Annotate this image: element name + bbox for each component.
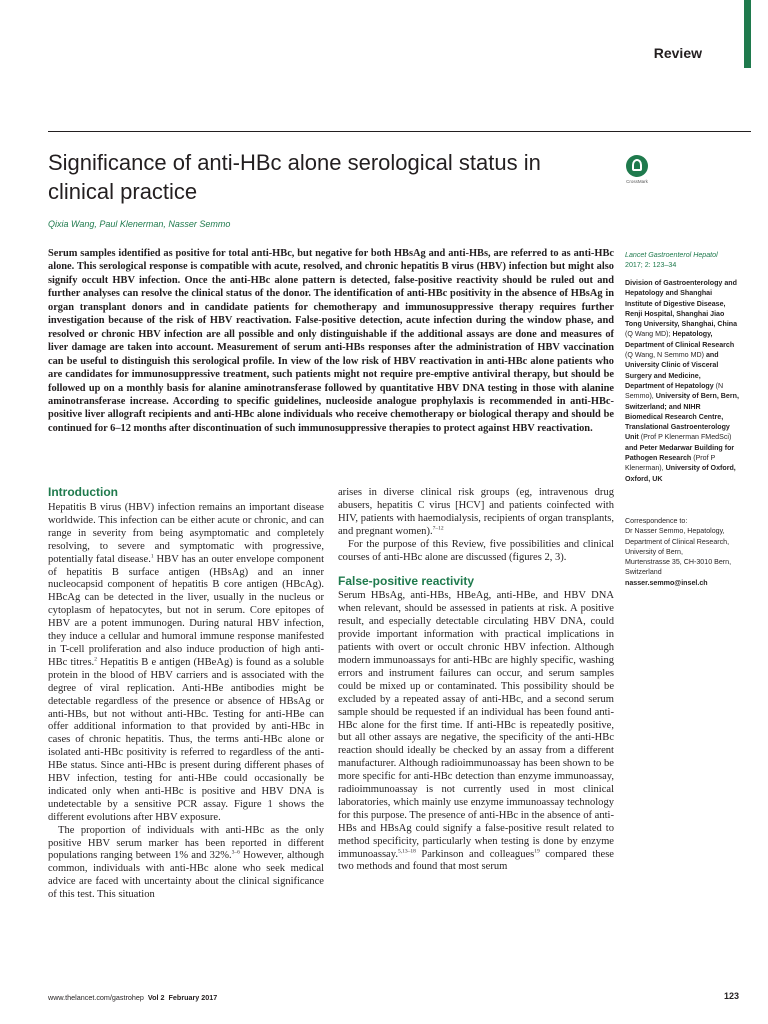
citation-ref[interactable]: 19	[534, 848, 540, 855]
affiliation-bold: and Peter Medarwar Building for Pathogen Research	[625, 443, 735, 463]
correspondence-line: Switzerland	[625, 568, 662, 577]
citation-ref[interactable]: 7–12	[432, 525, 444, 532]
citation-ref[interactable]: 1	[150, 553, 154, 560]
journal-color-bar	[744, 0, 751, 68]
intro-paragraph-3: For the purpose of this Review, five possibilities and clinical courses of anti-HBc alone are discussed (figures 2, 3).	[338, 538, 614, 563]
text-run: HBV has an outer envelope component of hepatitis B surface antigen (HBsAg) and an inner nucleocapsid component of hepatitis B core antigen (HBcAg). HBcAg can be detected in the liver, usually in the nucleus or cytoplasm of hepatocytes, but not in serum. Core epitopes of HBV are a potent immunogen. During natural HBV infection, they induce a cellular and humoral immune response manifested in T-cell proliferation and also induce production of high anti-HBc titres.	[48, 553, 324, 668]
affiliation-bold: Division of Gastroenterology and Hepatology and Shanghai Institute of Digestive Disease, Renji Hospital, Shanghai Jiao Tong University, Shanghai, China	[625, 279, 738, 329]
text-run: arises in diverse clinical risk groups (eg, intravenous drug abusers, hepatitis C virus [HCV] and patients coinfected with HIV, patients with haemodialysis, recipients of organ transplants, and pregnant women).	[338, 487, 614, 537]
correspondence-email[interactable]: nasser.semmo@insel.ch	[625, 578, 708, 587]
text-run: compared these two methods and found that most serum	[338, 848, 614, 873]
footer-volume: Vol 2	[147, 993, 165, 1002]
text-run: Parkinson and colleagues	[415, 848, 535, 860]
affiliation-plain: (N Semmo),	[625, 381, 724, 401]
section-label: Review	[653, 45, 702, 61]
correspondence	[625, 516, 739, 588]
text-run: Serum HBsAg, anti-HBs, HBeAg, anti-HBe, and HBV DNA when relevant, should be assessed in patients at risk. A positive result, and especially detectable circulating HBV DNA, could provide important information with practical implications in patients with overt or occult chronic HBV infection. Although modern immunoassays for anti-HBc are highly specific, washing errors and instrument failures can occur, and serum samples could be mixed up or contaminated. This possibility should be excluded by a repeated assay of anti-HBc, and a second serum sample should be requested if an individual has been found anti-HBc alone for the first time. If anti-HBc is repeatedly positive, but all other assays are negative, the specificity of the anti-HBc reaction should ideally be checked by an assay from a different manufacturer. Although radioimmunoassay has been shown to be more specific for anti-HBc detection than enzyme immunoassay, radioimmunoassay is not currently used in most clinical laboratories, which mainly use enzyme immunoassay technology for this purpose. The presence of anti-HBc in the absence of anti-HBs and HBsAg could signify a false-positive result related to method specificity, particularly when testing is done by enzyme immunoassay.	[338, 590, 614, 860]
correspondence-line: University of Bern,	[625, 547, 683, 556]
intro-paragraph-2	[48, 825, 324, 902]
correspondence-line: Dr Nasser Semmo, Hepatology,	[625, 527, 725, 536]
crossmark-label: CrossMark	[626, 179, 648, 184]
false-positive-heading: False-positive reactivity	[338, 574, 475, 589]
affiliation-plain: (Q Wang MD);	[625, 330, 671, 339]
affiliation-bold: Hepatology, Department of Clinical Research	[625, 330, 735, 349]
affiliation-plain: (Prof P Klenerman),	[625, 454, 716, 473]
journal-name: Lancet Gastroenterol Hepatol	[625, 251, 718, 259]
text-run: Hepatitis B virus (HBV) infection remains an important disease worldwide. This infection can be either acute or chronic, and can range in severity from being asymptomatic and completely resolving, to severe and symptomatic with progressive, potentially fatal disease.	[48, 502, 324, 565]
text-run: However, although common, individuals with anti-HBc alone who seek medical advice are faced with uncertainty about the clinical significance of this test. This situation	[48, 850, 324, 901]
page-number: 123	[723, 991, 739, 1001]
author-list: Qixia Wang, Paul Klenerman, Nasser Semmo	[48, 219, 231, 229]
correspondence-line: Murtenstrasse 35, CH-3010 Bern,	[625, 558, 732, 567]
text-run: The proportion of individuals with anti-HBc as the only positive HBV serum marker has been reported in different populations ranging between 1% and 32%.	[48, 824, 324, 862]
abstract: Serum samples identified as positive for total anti-HBc, but negative for both HBsAg and anti-HBs, are referred to as anti-HBc alone. This serological response is compatible with acute, resolved, and chronic hepatitis B virus (HBV) infection but might also signify occult HBV infection. Once the anti-HBc alone pattern is detected, false-positive reactivity should be ruled out and further analyses can resolve the clinical status of the donor. The identification of anti-HBc positivity in the absence of HBsAg in organ transplant donors and in candidate patients for chemotherapy and immunosuppressive therapy requires further investigation because of the risk of HBV reactivation. False-positive detection, acute infection during the window phase, and resolved or chronic HBV infection are all possible and only distinguishable if the additional assays are done and measures of liver damage are taken into account. Measurement of serum anti-HBs responses after the administration of HBV vaccination can be useful to distinguish this serological profile. In view of the low risk of HBV reactivation in anti-HBc alone patients who are candidates for immunosuppressive treatment, such patients might not require pre-emptive antiviral therapy, but should be followed up on a monthly basis for alanine aminotransferase followed by quantitative HBV DNA testing in those with alanine aminotransferase increase. According to specific guidelines, nucleoside analogue prophylaxis is recommended in anti-HBc-positive liver allograft recipients and anti-HBc alone individuals who receive chemotherapy or biological therapy and should be continued for 6–12 months after discontinuation of such immunosuppressive therapies to protect against HBV reactivation.	[48, 248, 614, 434]
citation-ref[interactable]: 2	[94, 656, 97, 663]
body-column-left	[48, 485, 324, 902]
correspondence-label: Correspondence to:	[625, 517, 688, 525]
affiliation-plain: (Q Wang, N Semmo MD)	[625, 351, 704, 360]
affiliation-plain: (Prof P Klenerman FMedSci)	[638, 433, 732, 442]
intro-paragraph-continued	[338, 487, 614, 539]
citation-ref[interactable]: 3–6	[231, 849, 240, 856]
affiliation-bold: and University Clinic of Visceral Surgery and Medicine, Department of Hepatology	[625, 351, 719, 390]
citation-ref[interactable]: 5,13–18	[397, 848, 416, 855]
crossmark-icon	[626, 155, 648, 177]
crossmark-badge[interactable]	[622, 155, 652, 184]
footer-date: February 2017	[168, 993, 218, 1002]
body-column-right	[338, 487, 614, 874]
introduction-heading: Introduction	[48, 485, 118, 499]
affiliation-bold: University of Bern, Bern, Switzerland; and NIHR Biomedical Research Centre, Translational Gastroenterology Unit	[625, 392, 739, 442]
citation-volume: 2017; 2: 123–34	[625, 261, 677, 270]
affiliations	[625, 278, 739, 484]
journal-citation	[625, 250, 739, 271]
footer-url[interactable]: www.thelancet.com/gastrohep	[48, 993, 144, 1002]
correspondence-line: Department of Clinical Research,	[625, 537, 730, 546]
intro-paragraph-1	[48, 502, 324, 825]
false-positive-paragraph	[338, 590, 614, 874]
header-rule	[48, 131, 751, 132]
footer-left	[48, 993, 217, 1002]
article-title: Significance of anti-HBc alone serological status in clinical practice	[48, 150, 541, 204]
affiliation-bold: University of Oxford, Oxford, UK	[625, 464, 736, 483]
text-run: Hepatitis B e antigen (HBeAg) is found as a soluble protein in the blood of HBV carriers and is associated with the degree of viral replication. Anti-HBe antibodies might be detectable regardless of the presence or absence of HBsAg or anti-HBs, but not without anti-HBc. Testing for anti-HBe can offer additional information to that provided by anti-HBc in cases of chronic hepatitis. Thus, the terms anti-HBc alone or isolated anti-HBc positivity is referred to regardless of the anti-HBe status. Since anti-HBc is present during different phases of HBV infection, testing for anti-HBe could occasionally be indicated only when anti-HBc is positive and HBV DNA is undetectable by a sensitive PCR assay. Figure 1 shows the different evolutions after HBV exposure.	[48, 656, 324, 823]
